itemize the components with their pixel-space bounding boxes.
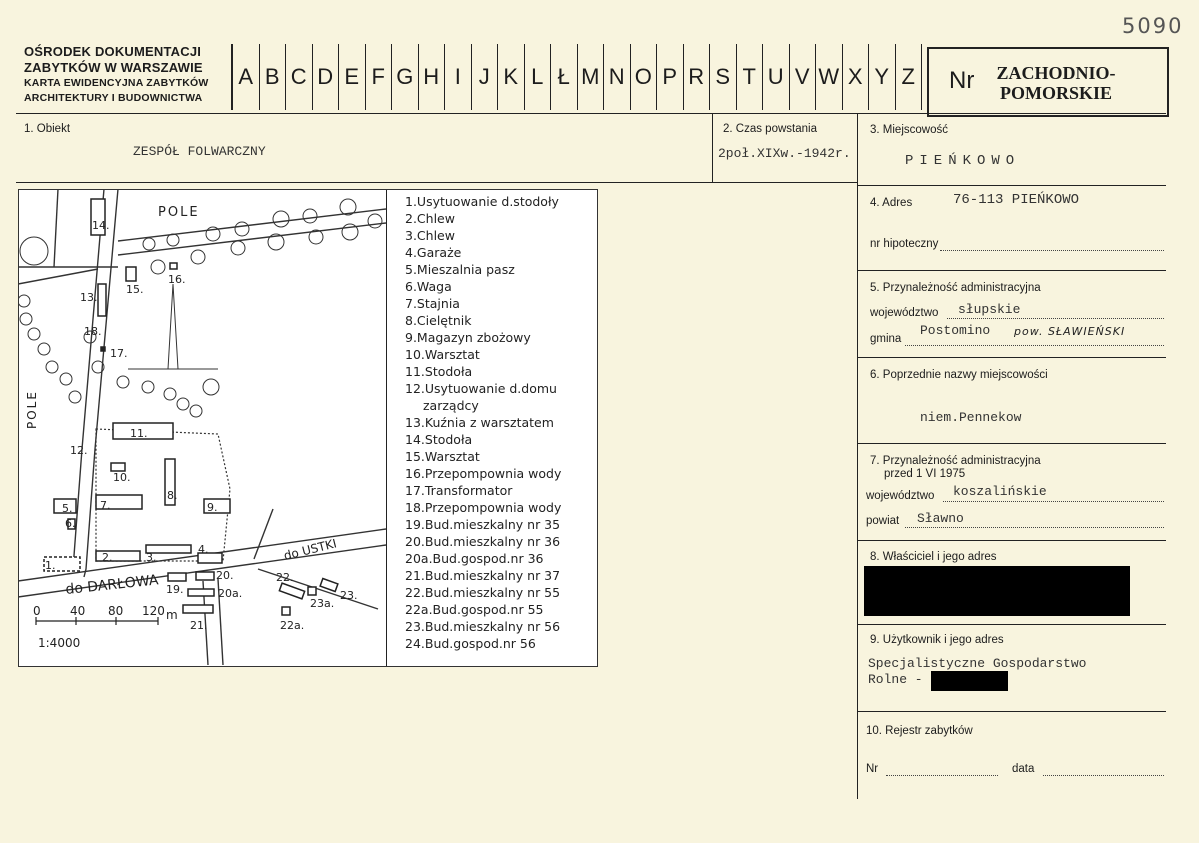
- map-building-number: 13.: [80, 291, 98, 304]
- field-2-label: 2. Czas powstania: [723, 123, 817, 135]
- tree-mark: [203, 379, 219, 395]
- building-10: [111, 463, 125, 471]
- building-16: [170, 263, 177, 269]
- alphabet-letter: R: [684, 44, 711, 110]
- tree-mark: [191, 250, 205, 264]
- field-1-value: ZESPÓŁ FOLWARCZNY: [133, 144, 266, 159]
- nr-box: [927, 47, 1169, 117]
- building-22a: [282, 607, 290, 615]
- tree-mark: [190, 405, 202, 417]
- field-9-label: 9. Użytkownik i jego adres: [870, 634, 1004, 646]
- alphabet-letter: M: [578, 44, 605, 110]
- tree-mark: [46, 361, 58, 373]
- field-3-label: 3. Miejscowość: [870, 124, 948, 136]
- field-6-label: 6. Poprzednie nazwy miejscowości: [870, 369, 1048, 381]
- right-divider-8: [857, 624, 1166, 625]
- legend-entry: 20.Bud.mieszkalny nr 36: [405, 534, 561, 549]
- alphabet-letter: Y: [869, 44, 896, 110]
- plan-legend-divider: [386, 190, 387, 666]
- tree-mark: [117, 376, 129, 388]
- hipoteczny-line: [940, 250, 1164, 251]
- tree-mark: [18, 295, 30, 307]
- legend-entry: 11.Stodoła: [405, 364, 473, 379]
- building-15: [126, 267, 136, 281]
- building-22: [279, 583, 304, 599]
- map-building-number: 7.: [100, 499, 111, 512]
- north-arrow: [168, 284, 178, 369]
- map-building-number: 10.: [113, 471, 131, 484]
- map-building-number: 19.: [166, 583, 184, 596]
- tree-mark: [342, 224, 358, 240]
- legend-entry: 5.Mieszalnia pasz: [405, 262, 515, 277]
- institution-line-3: KARTA EWIDENCYJNA ZABYTKÓW: [24, 77, 209, 89]
- field-5-gmina-note: pow. SŁAWIEŃSKI: [1014, 325, 1126, 338]
- field-8-label: 8. Właściciel i jego adres: [870, 551, 997, 563]
- scale-tick-label: m: [166, 608, 178, 622]
- right-divider-4: [857, 270, 1166, 271]
- field-2-value: 2poł.XIXw.-1942r.: [718, 146, 851, 161]
- field-5-woj-label: województwo: [870, 307, 939, 319]
- nr-value-line-2: POMORSKIE: [999, 83, 1112, 103]
- legend-entry: 7.Stajnia: [405, 296, 460, 311]
- col-divider-right: [857, 113, 858, 799]
- nr-value: [991, 63, 1121, 103]
- building-21: [183, 605, 213, 613]
- tree-mark: [164, 388, 176, 400]
- legend-entry: 21.Bud.mieszkalny nr 37: [405, 568, 561, 583]
- tree-mark: [309, 230, 323, 244]
- field-10-label: 10. Rejestr zabytków: [866, 725, 973, 737]
- alphabet-letter: I: [445, 44, 472, 110]
- map-building-number: 22a.: [280, 619, 305, 632]
- col-divider-1: [712, 113, 713, 183]
- road-line: [73, 189, 104, 569]
- legend-entry: 22a.Bud.gospod.nr 55: [405, 602, 544, 617]
- field-10-nr-label: Nr: [866, 763, 879, 775]
- nr-label: Nr: [949, 67, 975, 94]
- alphabet-letter: J: [472, 44, 499, 110]
- road-line: [84, 189, 118, 577]
- map-building-number: 12.: [70, 444, 88, 457]
- alphabet-letter: N: [604, 44, 631, 110]
- map-building-number: 4.: [198, 543, 209, 556]
- field-1-label: 1. Obiekt: [24, 123, 71, 135]
- right-divider-6: [857, 443, 1166, 444]
- legend-entry: 9.Magazyn zbożowy: [405, 330, 531, 345]
- alphabet-letter: O: [631, 44, 658, 110]
- scale-tick-label: 120: [142, 604, 165, 618]
- tree-mark: [69, 391, 81, 403]
- field-7-powiat-line: [905, 527, 1164, 528]
- alphabet-index: [231, 44, 922, 110]
- field-5-gmina-label: gmina: [870, 333, 902, 345]
- tree-mark: [273, 211, 289, 227]
- alphabet-letter: H: [419, 44, 446, 110]
- field-4-label: 4. Adres: [870, 197, 913, 209]
- legend-entry: 13.Kuźnia z warsztatem: [405, 415, 554, 430]
- legend-entry: 18.Przepompownia wody: [405, 500, 562, 515]
- map-building-number: 3.: [146, 551, 157, 564]
- map-building-number: 2.: [102, 551, 113, 564]
- tree-mark: [142, 381, 154, 393]
- field-10-data-label: data: [1012, 763, 1035, 775]
- row1-divider: [16, 182, 858, 183]
- alphabet-letter: Z: [896, 44, 923, 110]
- building-17: [101, 347, 105, 351]
- field-4-hipoteczny-label: nr hipoteczny: [870, 238, 939, 250]
- map-building-number: 14.: [92, 219, 110, 232]
- woj-line: [947, 318, 1164, 319]
- building-13: [98, 284, 106, 316]
- map-building-number: 1.: [45, 559, 56, 572]
- tree-mark: [20, 237, 48, 265]
- alphabet-letter: U: [763, 44, 790, 110]
- field-7-woj-line: [943, 501, 1164, 502]
- map-road-darlowa: do DARŁOWA: [64, 572, 160, 598]
- field-7-woj-label: województwo: [866, 490, 935, 502]
- path-line: [54, 189, 58, 267]
- tree-mark: [38, 343, 50, 355]
- map-building-number: 16.: [168, 273, 186, 286]
- institution-header: [24, 44, 208, 106]
- scale-tick-label: 40: [70, 604, 86, 618]
- field-7-label-2: przed 1 VI 1975: [884, 468, 966, 480]
- alphabet-letter: B: [260, 44, 287, 110]
- alphabet-letter: K: [498, 44, 525, 110]
- tree-mark: [151, 260, 165, 274]
- legend-entry: 16.Przepompownia wody: [405, 466, 562, 481]
- legend-entry: 17.Transformator: [405, 483, 513, 498]
- map-pole-top: POLE: [158, 205, 200, 220]
- map-building-number: 5.: [62, 502, 73, 515]
- legend-entry: 14.Stodoła: [405, 432, 473, 447]
- field-6-value: niem.Pennekow: [920, 410, 1022, 425]
- map-building-number: 20.: [216, 569, 234, 582]
- field-4-value: 76-113 PIEŃKOWO: [953, 192, 1080, 208]
- user-redaction: [931, 671, 1008, 691]
- legend-entry: 1.Usytuowanie d.stodoły: [405, 194, 559, 209]
- institution-line-4: ARCHITEKTURY I BUDOWNICTWA: [24, 92, 203, 104]
- alphabet-letter: E: [339, 44, 366, 110]
- tree-mark: [177, 398, 189, 410]
- tree-mark: [20, 313, 32, 325]
- nr-value-line-1: ZACHODNIO-: [996, 63, 1116, 83]
- legend-entry: 19.Bud.mieszkalny nr 35: [405, 517, 561, 532]
- field-10-data-line: [1043, 775, 1164, 776]
- field-7-label-1: 7. Przynależność administracyjna: [870, 455, 1041, 467]
- field-9-line-2: Rolne -: [868, 672, 923, 687]
- alphabet-letter: S: [710, 44, 737, 110]
- tree-mark: [303, 209, 317, 223]
- legend-entry: 10.Warsztat: [405, 347, 480, 362]
- building-20a: [188, 589, 214, 596]
- path-line: [254, 509, 273, 559]
- tree-mark: [28, 328, 40, 340]
- map-building-number: 21.: [190, 619, 208, 632]
- gmina-line: [905, 345, 1164, 346]
- legend-entry: 4.Garaże: [405, 245, 462, 260]
- card-number: 5090: [1122, 14, 1184, 38]
- map-building-number: 17.: [110, 347, 128, 360]
- alphabet-letter: C: [286, 44, 313, 110]
- tree-mark: [167, 234, 179, 246]
- right-divider-3: [857, 185, 1166, 186]
- field-7-woj-value: koszalińskie: [953, 484, 1047, 499]
- legend-entry: 15.Warsztat: [405, 449, 480, 464]
- legend-entry: 6.Waga: [405, 279, 452, 294]
- map-building-number: 9.: [207, 501, 218, 514]
- plan-legend: [405, 193, 561, 652]
- alphabet-letter: V: [790, 44, 817, 110]
- tree-mark: [340, 199, 356, 215]
- right-divider-9: [857, 711, 1166, 712]
- building-20: [196, 572, 214, 580]
- legend-entry: 20a.Bud.gospod.nr 36: [405, 551, 544, 566]
- tree-mark: [235, 222, 249, 236]
- field-7-powiat-label: powiat: [866, 515, 900, 527]
- institution-line-1: OŚRODEK DOKUMENTACJI: [24, 44, 202, 59]
- tree-mark: [368, 214, 382, 228]
- alphabet-letter: F: [366, 44, 393, 110]
- legend-entry: zarządcy: [423, 398, 479, 413]
- alphabet-letter: A: [233, 44, 260, 110]
- field-10-nr-line: [886, 775, 998, 776]
- field-5-gmina-value: Postomino: [920, 323, 991, 338]
- field-5-label: 5. Przynależność administracyjna: [870, 282, 1041, 294]
- legend-entry: 2.Chlew: [405, 211, 455, 226]
- building-19: [168, 573, 186, 581]
- right-divider-7: [857, 540, 1166, 541]
- path-line: [18, 269, 98, 284]
- map-building-number: 15.: [126, 283, 144, 296]
- building-23a: [308, 587, 316, 595]
- map-pole-left: POLE: [25, 390, 39, 429]
- scale-tick-label: 0: [33, 604, 41, 618]
- owner-redaction: [864, 566, 1130, 616]
- alphabet-letter: T: [737, 44, 764, 110]
- legend-entry: 23.Bud.mieszkalny nr 56: [405, 619, 561, 634]
- field-9-line-1: Specjalistyczne Gospodarstwo: [868, 656, 1087, 671]
- institution-line-2: ZABYTKÓW W WARSZAWIE: [24, 60, 203, 75]
- scale-ratio: 1:4000: [38, 636, 81, 650]
- legend-entry: 24.Bud.gospod.nr 56: [405, 636, 536, 651]
- field-3-value: PIEŃKOWO: [905, 153, 1021, 169]
- map-road-ustki: do USTKI: [282, 536, 339, 563]
- scale-tick-label: 80: [108, 604, 124, 618]
- map-building-number: 22.: [276, 571, 294, 584]
- alphabet-letter: D: [313, 44, 340, 110]
- alphabet-letter: X: [843, 44, 870, 110]
- map-building-number: 8.: [167, 489, 178, 502]
- map-building-number: 6.: [65, 517, 76, 530]
- right-divider-5: [857, 357, 1166, 358]
- tree-mark: [231, 241, 245, 255]
- alphabet-letter: P: [657, 44, 684, 110]
- alphabet-letter: L: [525, 44, 552, 110]
- building-23: [320, 579, 338, 592]
- legend-entry: 3.Chlew: [405, 228, 455, 243]
- legend-entry: 22.Bud.mieszkalny nr 55: [405, 585, 561, 600]
- map-building-number: 23a.: [310, 597, 335, 610]
- legend-entry: 12.Usytuowanie d.domu: [405, 381, 557, 396]
- field-5-woj-value: słupskie: [958, 302, 1021, 317]
- alphabet-letter: G: [392, 44, 419, 110]
- header-divider: [16, 113, 1166, 114]
- map-building-number: 23.: [340, 589, 358, 602]
- tree-mark: [60, 373, 72, 385]
- alphabet-letter: W: [816, 44, 843, 110]
- tree-mark: [143, 238, 155, 250]
- map-building-number: 20a.: [218, 587, 243, 600]
- legend-entry: 8.Cielętnik: [405, 313, 472, 328]
- alphabet-letter: Ł: [551, 44, 578, 110]
- map-building-number: 11.: [130, 427, 148, 440]
- field-7-powiat-value: Sławno: [917, 511, 964, 526]
- site-plan-map: [18, 189, 386, 665]
- map-building-number: 18.: [84, 325, 102, 338]
